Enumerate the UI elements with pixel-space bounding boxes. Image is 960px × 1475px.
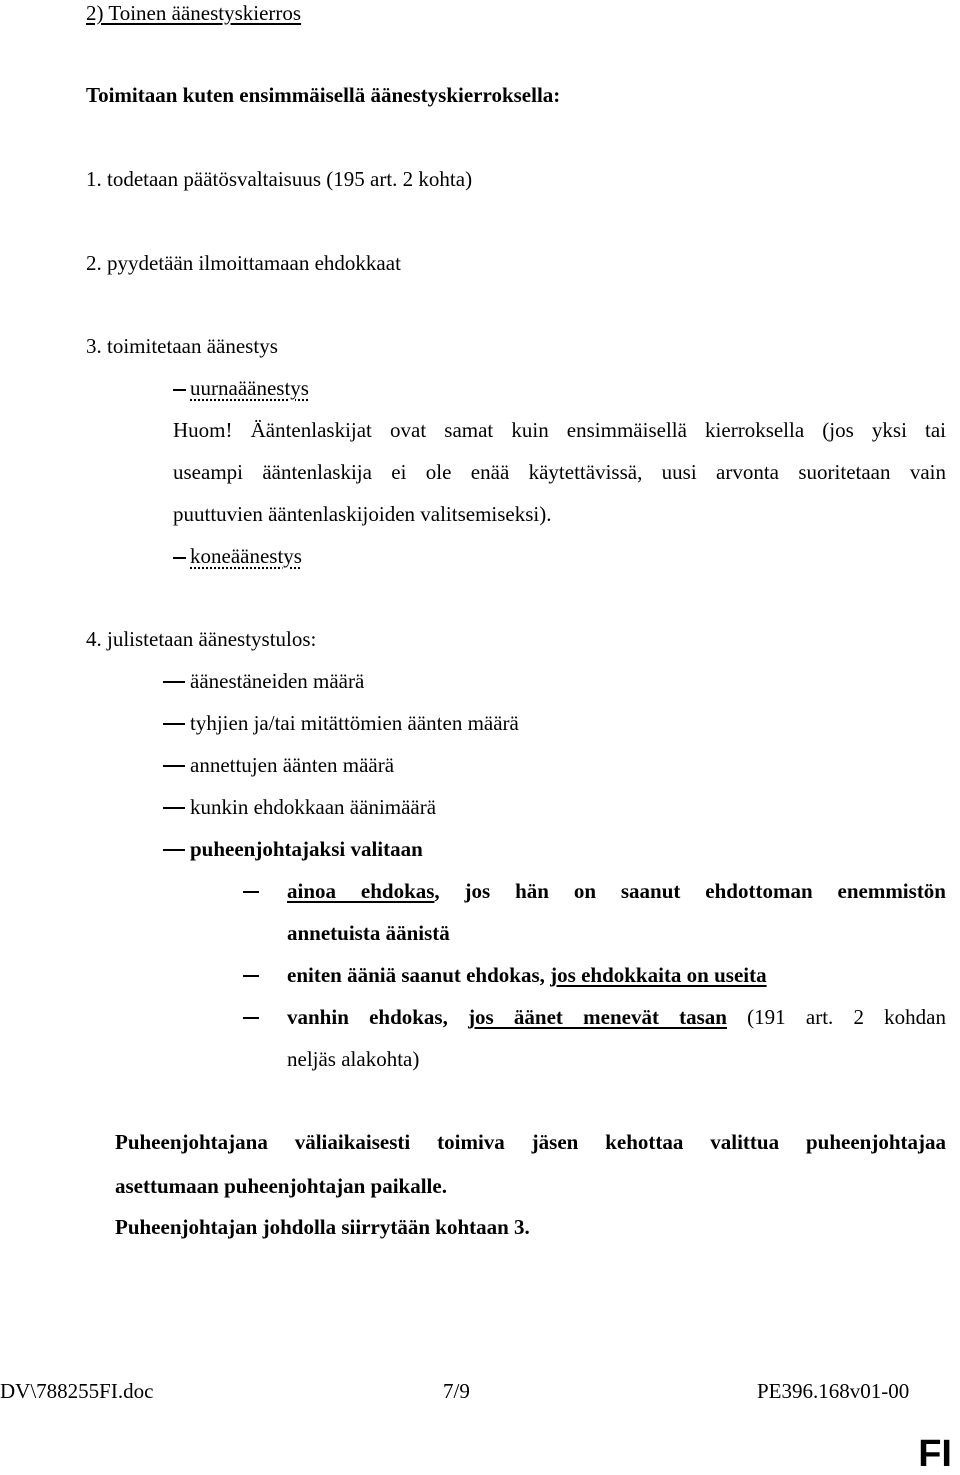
footer-pe-ref: PE396.168v01-00	[757, 1379, 910, 1403]
closing-line-1: Puheenjohtajana väliaikaisesti toimiva jäsen kehottaa valittua puheenjohtajaa	[115, 1130, 946, 1154]
elected-most-votes: eniten ääniä saanut ehdokas, jos ehdokkaita on useita	[287, 963, 767, 987]
dash-icon	[243, 891, 259, 893]
note-line-3: puuttuvien ääntenlaskijoiden valitsemiseksi).	[173, 502, 552, 526]
step-3: 3. toimitetaan äänestys	[86, 334, 278, 358]
step-1: 1. todetaan päätösvaltaisuus (195 art. 2 kohta)	[86, 167, 473, 191]
dash-icon	[243, 975, 259, 977]
elected-oldest-line1: vanhin ehdokas, jos äänet menevät tasan (191 art. 2 kohdan	[287, 1005, 947, 1029]
dash-icon	[173, 557, 186, 559]
section-title: 2) Toinen äänestyskierros	[86, 1, 302, 25]
note-line-1: Huom! Ääntenlaskijat ovat samat kuin ensimmäisellä kierroksella (jos yksi tai	[173, 418, 946, 442]
step-2: 2. pyydetään ilmoittamaan ehdokkaat	[86, 251, 401, 275]
machine-vote-label: koneäänestys	[190, 544, 302, 568]
elected-sole-candidate-line2: annetuista äänistä	[287, 921, 450, 945]
elected-oldest-line2: neljäs alakohta)	[287, 1047, 420, 1071]
closing-line-3: Puheenjohtajan johdolla siirrytään kohtaan 3.	[115, 1215, 530, 1239]
dash-icon	[243, 1017, 259, 1019]
result-item-2: tyhjien ja/tai mitättömien äänten määrä	[190, 711, 519, 735]
dash-icon	[163, 765, 185, 767]
dash-icon	[163, 681, 185, 683]
elected-sole-candidate-line1: ainoa ehdokas, jos hän on saanut ehdottoman enemmistön	[287, 879, 946, 903]
note-line-2: useampi ääntenlaskija ei ole enää käytettävissä, uusi arvonta suoritetaan vain	[173, 460, 946, 484]
dash-icon	[173, 389, 186, 391]
footer-page-number: 7/9	[443, 1379, 470, 1403]
result-item-5: puheenjohtajaksi valitaan	[190, 837, 423, 861]
urn-vote-label: uurnaäänestys	[190, 376, 309, 400]
dash-icon	[163, 807, 185, 809]
result-item-1: äänestäneiden määrä	[190, 669, 365, 693]
footer-doc-ref: DV\788255FI.doc	[0, 1379, 154, 1403]
intro-text: Toimitaan kuten ensimmäisellä äänestyskierroksella:	[86, 83, 561, 107]
footer-language-code: FI	[918, 1433, 952, 1475]
dash-icon	[163, 723, 185, 725]
result-item-4: kunkin ehdokkaan äänimäärä	[190, 795, 437, 819]
result-item-3: annettujen äänten määrä	[190, 753, 395, 777]
closing-line-2: asettumaan puheenjohtajan paikalle.	[115, 1174, 447, 1198]
dash-icon	[163, 849, 185, 851]
step-4: 4. julistetaan äänestystulos:	[86, 627, 317, 651]
